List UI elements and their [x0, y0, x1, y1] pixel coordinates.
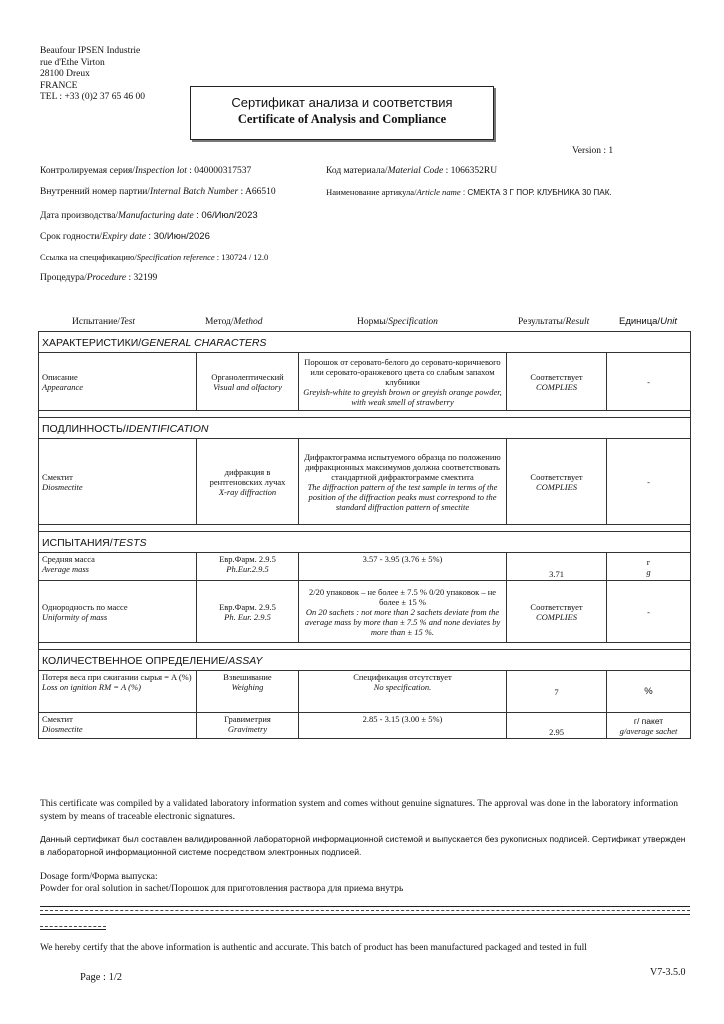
- test-name-ru: Смектит: [42, 471, 73, 482]
- spec-ru: Спецификация отсутствует: [353, 672, 452, 682]
- method-en: Ph. Eur. 2.9.5: [224, 611, 271, 622]
- test-cell: [39, 439, 197, 525]
- method-ru: дифракция в рентгеновских лучах: [209, 466, 286, 487]
- spec-label-ru: Ссылка на спецификацию/: [40, 252, 137, 262]
- spec-en: No specification.: [373, 682, 432, 692]
- inspection-lot-label-en: Inspection lot: [134, 166, 187, 176]
- method-cell: [197, 671, 299, 713]
- mfg-label-ru: Дата производства/: [40, 211, 119, 221]
- test-cell: [39, 553, 197, 581]
- method-ru: Гравиметрия: [224, 714, 271, 724]
- mfg-value: : 06/Июл/2023: [196, 210, 258, 221]
- section-row: [39, 532, 691, 553]
- test-name-ru: Смектит: [42, 714, 73, 724]
- address-line: Beaufour IPSEN Industrie: [40, 46, 141, 56]
- unit-cell: -: [607, 439, 691, 525]
- unit-cell: -: [607, 353, 691, 411]
- spec-header-ru: Нормы/: [357, 317, 389, 327]
- article-label-en: Article name: [416, 187, 461, 197]
- result-ru: Соответствует: [530, 471, 583, 482]
- method-cell: [197, 439, 299, 525]
- test-name-ru: Описание: [42, 371, 78, 382]
- unit-ru: г/ пакет: [633, 715, 664, 726]
- result-cell: [507, 581, 607, 643]
- inspection-lot-label-ru: Контролируемая серия/: [40, 166, 135, 176]
- test-header-ru: Испытание/: [72, 317, 121, 327]
- material-code-field: [326, 166, 497, 176]
- section-general-characters: [39, 332, 691, 353]
- section-row: [39, 650, 691, 671]
- section-identification: [39, 418, 691, 439]
- table-row: [39, 553, 691, 581]
- version-label: Version : 1: [572, 146, 614, 156]
- spacer: [39, 525, 691, 532]
- test-cell: [39, 581, 197, 643]
- batch-number-field: [40, 187, 276, 197]
- batch-label-en: Internal Batch Number: [150, 187, 239, 197]
- expiry-label-en: Expiry date: [101, 232, 147, 242]
- unit-cell: -: [607, 581, 691, 643]
- section-label-en: IDENTIFICATION: [125, 423, 209, 435]
- mfg-label-en: Manufacturing date: [118, 211, 194, 221]
- table-row: [39, 353, 691, 411]
- test-cell: [39, 353, 197, 411]
- result-en: COMPLIES: [535, 381, 578, 392]
- unit-ru: г: [646, 556, 651, 567]
- section-label-en: GENERAL CHARACTERS: [141, 337, 267, 349]
- method-en: Weighing: [231, 682, 264, 692]
- document-version: V7-3.5.0: [650, 967, 686, 978]
- document-title-box: [190, 86, 494, 140]
- address-line: rue d'Ethe Virton: [40, 57, 105, 68]
- procedure-field: [40, 273, 157, 283]
- company-address: [40, 46, 145, 104]
- section-row: [39, 418, 691, 439]
- expiry-date-field: [40, 231, 210, 242]
- specification-reference-field: [40, 252, 268, 262]
- table-row: [39, 439, 691, 525]
- method-en: Visual and olfactory: [213, 381, 282, 392]
- dosage-form-label: Dosage form/Форма выпуска:: [40, 872, 158, 882]
- test-name-en: Diosmectite: [42, 724, 83, 734]
- expiry-label-ru: Срок годности/: [40, 232, 102, 242]
- method-header-ru: Метод/: [205, 317, 234, 327]
- result-cell: 2.95: [507, 713, 607, 739]
- batch-label-ru: Внутренний номер партии/: [40, 187, 151, 197]
- method-cell: [197, 553, 299, 581]
- column-header-result: [518, 317, 589, 327]
- column-header-method: [205, 317, 263, 327]
- test-name-en: Average mass: [42, 564, 89, 574]
- certification-statement: We hereby certify that the above information is authentic and accurate. This batch of product has been manufactured packaged and tested in full: [40, 943, 587, 953]
- unit-header-en: Unit: [660, 316, 678, 327]
- spacer: [39, 643, 691, 650]
- unit-cell: [607, 553, 691, 581]
- spacer: [39, 411, 691, 418]
- spec-value: : 130724 / 12.0: [216, 252, 269, 262]
- test-cell: [39, 671, 197, 713]
- result-ru: Соответствует: [530, 371, 583, 382]
- table-row: [39, 713, 691, 739]
- method-cell: [197, 713, 299, 739]
- result-cell: 3.71: [507, 553, 607, 581]
- expiry-value: : 30/Июн/2026: [148, 231, 210, 242]
- divider-line: [40, 906, 690, 907]
- test-name-ru: Средняя масса: [42, 554, 95, 564]
- page-number: Page : 1/2: [80, 972, 122, 983]
- proc-label-ru: Процедура/: [40, 273, 87, 283]
- title-russian: Сертификат анализа и соответствия: [231, 95, 453, 110]
- result-en: COMPLIES: [535, 611, 578, 622]
- proc-value: : 32199: [128, 273, 158, 283]
- method-cell: [197, 581, 299, 643]
- result-header-en: Result: [565, 317, 590, 327]
- table-row: [39, 671, 691, 713]
- result-cell: [507, 439, 607, 525]
- divider-line: [40, 914, 690, 915]
- dosage-form-value: Powder for oral solution in sachet/Порошок для приготовления раствора для приема внутрь: [40, 884, 404, 894]
- method-header-en: Method: [233, 317, 263, 327]
- article-label-ru: Наименование артикула/: [326, 187, 417, 197]
- result-cell: [507, 353, 607, 411]
- spec-ru: Дифрактограмма испытуемого образца по положению дифракционных максимумов должна соответствовать стандартной дифрактограмме смектита: [304, 451, 501, 482]
- section-label-en: ASSAY: [228, 655, 263, 667]
- inspection-lot-field: [40, 166, 251, 176]
- title-english: Certificate of Analysis and Compliance: [237, 112, 447, 126]
- test-cell: [39, 713, 197, 739]
- result-header-ru: Результаты/: [518, 317, 566, 327]
- unit-cell: %: [607, 671, 691, 713]
- article-value: : СМЕКТА 3 Г ПОР. КЛУБНИКА 30 ПАК.: [462, 188, 612, 197]
- manufacturing-date-field: [40, 210, 258, 221]
- unit-en: g: [646, 566, 651, 577]
- section-label-ru: ПОДЛИННОСТЬ/: [42, 423, 126, 435]
- result-cell: 7: [507, 671, 607, 713]
- column-header-specification: [357, 317, 438, 327]
- inspection-lot-value: : 040000317537: [189, 166, 252, 176]
- spec-cell: [299, 439, 507, 525]
- result-ru: Соответствует: [530, 601, 583, 612]
- spec-header-en: Specification: [388, 317, 438, 327]
- spec-cell: 3.57 - 3.95 (3.76 ± 5%): [299, 553, 507, 581]
- table-row: [39, 581, 691, 643]
- section-label-ru: ХАРАКТЕРИСТИКИ/: [42, 337, 142, 349]
- test-name-en: Uniformity of mass: [42, 611, 108, 622]
- method-ru: Евр.Фарм. 2.9.5: [219, 601, 276, 612]
- column-header-unit: [619, 316, 677, 327]
- results-table: [38, 331, 691, 739]
- batch-value: : A66510: [240, 187, 276, 197]
- section-assay: [39, 650, 691, 671]
- spec-en: On 20 sachets : not more than 2 sachets deviate from the average mass by more than ± 7.5 % and none deviates by more than ± 15 %.: [304, 606, 501, 637]
- spec-ru: Порошок от серовато-белого до серовато-коричневого или серовато-оранжевого цвета со слабым запахом клубники: [304, 356, 501, 387]
- section-label-ru: КОЛИЧЕСТВЕННОЕ ОПРЕДЕЛЕНИЕ/: [42, 655, 229, 667]
- method-ru: Евр.Фарм. 2.9.5: [219, 554, 276, 564]
- material-label-ru: Код материала/: [326, 166, 388, 176]
- spec-label-en: Specification reference: [136, 252, 215, 262]
- spec-ru: 2/20 упаковок – не более ± 7.5 % 0/20 упаковок – не более ± 15 %: [308, 586, 497, 607]
- result-en: COMPLIES: [535, 481, 578, 492]
- section-row: [39, 332, 691, 353]
- section-label-en: TESTS: [112, 537, 147, 549]
- method-en: Ph.Eur.2.9.5: [226, 564, 269, 574]
- material-value: : 1066352RU: [445, 166, 498, 176]
- unit-header-ru: Единица/: [619, 316, 661, 327]
- proc-label-en: Procedure: [86, 273, 127, 283]
- section-label-ru: ИСПЫТАНИЯ/: [42, 537, 113, 549]
- method-ru: Взвешивание: [223, 672, 272, 682]
- test-name-ru: Однородность по массе: [42, 601, 128, 612]
- unit-en: g/average sachet: [619, 725, 678, 736]
- address-line: TEL : +33 (0)2 37 65 46 00: [40, 92, 146, 102]
- test-header-en: Test: [120, 317, 136, 327]
- address-line: FRANCE: [40, 80, 78, 91]
- spec-cell: [299, 581, 507, 643]
- spec-en: Greyish-white to greyish brown or greyish orange powder, with weak smell of strawberry: [303, 386, 502, 407]
- spec-cell: [299, 353, 507, 411]
- method-en: X-ray diffraction: [218, 486, 277, 497]
- address-line: 28100 Dreux: [40, 69, 90, 79]
- unit-cell: [607, 713, 691, 739]
- spec-en: The diffraction pattern of the test sample in terms of the position of the diffraction peaks must correspond to the standard diffraction pattern of smectite: [307, 481, 498, 512]
- section-tests: [39, 532, 691, 553]
- test-name-ru: Потеря веса при сжигании сырья = A (%): [42, 672, 192, 682]
- method-en: Gravimetry: [227, 724, 268, 734]
- article-name-field: [326, 187, 612, 197]
- test-name-en: Appearance: [42, 381, 84, 392]
- test-name-en: Diosmectite: [42, 481, 83, 492]
- method-ru: Органолептический: [211, 371, 284, 382]
- divider-dashed: [40, 910, 690, 911]
- spec-cell: [299, 671, 507, 713]
- divider-dashed-short: [40, 926, 106, 927]
- electronic-signature-note-en: This certificate was compiled by a validated laboratory information system and comes without genuine signatures. The approval was done in the laboratory information system by means of traceable electronic signatures.: [40, 799, 678, 822]
- spec-cell: 2.85 - 3.15 (3.00 ± 5%): [299, 713, 507, 739]
- column-header-test: [72, 317, 135, 327]
- electronic-signature-note-ru: Данный сертификат был составлен валидированной лабораторной информационной системой и выпускается без рукописных подписей. Сертификат утвержден в лабораторной информационной системе посредством электронных подписей.: [40, 834, 686, 857]
- divider-line-short: [40, 929, 106, 930]
- method-cell: [197, 353, 299, 411]
- test-name-en: Loss on ignition RM = A (%): [42, 682, 141, 692]
- material-label-en: Material Code: [387, 166, 444, 176]
